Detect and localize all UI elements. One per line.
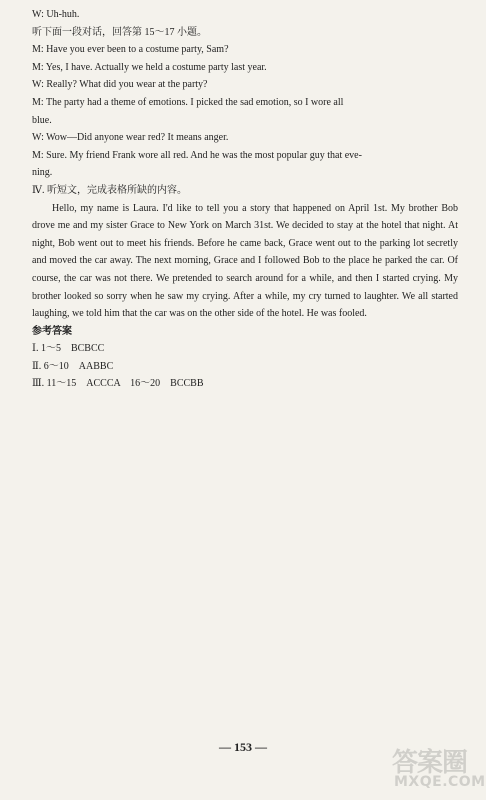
dialogue-line: W: Really? What did you wear at the party?	[32, 79, 208, 91]
section-heading: Ⅳ. 听短文，完成表格所缺的内容。	[32, 184, 187, 196]
answer-line: Ⅱ. 6～10 AABBC	[32, 360, 114, 372]
page-content	[32, 6, 458, 393]
story-paragraph: Hello, my name is Laura. I'd like to tell you a story that happened on April 1st. My brother Bob drove me and my sister Grace to New York on March 31st. We decided to stay at the hotel that night. At night, Bob went out to meet his friends. Before he came back, Grace went out to the parking lot secretly and moved the car away. The next morning, Grace and I followed Bob to the place he parked the car. Of course, the car was not there. We pretended to search around for a while, and then I started crying. My brother looked so sorry when he saw my crying. After a while, my cry turned to laughter. We all started laughing, we told him that the car was on the other side of the hotel. He was fooled.	[32, 202, 458, 320]
dialogue-line: W: Uh-huh.	[32, 9, 80, 20]
watermark-glyph: 答案圈	[392, 748, 468, 778]
dialogue-line: M: Yes, I have. Actually we held a costume party last year.	[32, 61, 267, 73]
answer-line: Ⅰ. 1～5 BCBCC	[32, 343, 105, 355]
watermark-url: MXQE.COM	[394, 774, 486, 790]
dialogue-line: 听下面一段对话，回答第 15～17 小题。	[32, 26, 207, 38]
dialogue-line: blue.	[32, 114, 52, 126]
dialogue-line: ning.	[32, 167, 53, 179]
dialogue-line: M: Sure. My friend Frank wore all red. And he was the most popular guy that eve-	[32, 149, 362, 161]
dialogue-line: W: Wow—Did anyone wear red? It means anger.	[32, 132, 229, 144]
watermark-logo	[392, 742, 486, 792]
dialogue-line: M: The party had a theme of emotions. I picked the sad emotion, so I wore all	[32, 96, 344, 108]
answer-line: Ⅲ. 11～15 ACCCA 16～20 BCCBB	[32, 378, 204, 390]
page-number: — 153 —	[219, 740, 267, 754]
answers-heading: 参考答案	[32, 325, 72, 337]
dialogue-line: M: Have you ever been to a costume party, Sam?	[32, 44, 229, 56]
